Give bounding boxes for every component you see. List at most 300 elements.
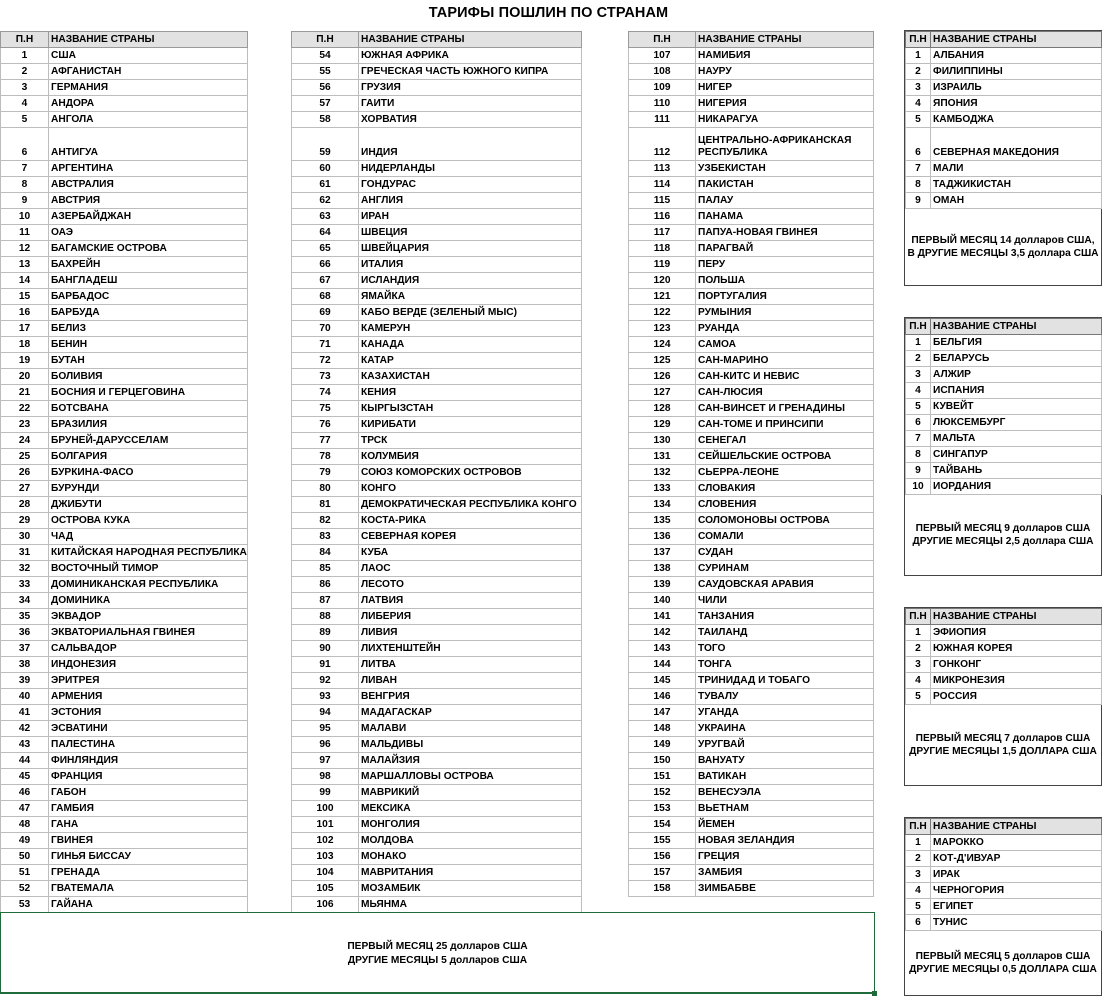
country-name[interactable]: БАГАМСКИЕ ОСТРОВА	[49, 241, 248, 257]
row-number[interactable]: 50	[1, 849, 49, 865]
country-name[interactable]: УЗБЕКИСТАН	[696, 161, 874, 177]
row-number[interactable]: 11	[1, 225, 49, 241]
country-name[interactable]: ЛЕСОТО	[359, 577, 582, 593]
row-number[interactable]: 38	[1, 657, 49, 673]
row-number[interactable]: 155	[629, 833, 696, 849]
country-name[interactable]: ЭСВАТИНИ	[49, 721, 248, 737]
row-number[interactable]: 69	[292, 305, 359, 321]
row-number[interactable]: 103	[292, 849, 359, 865]
country-name[interactable]: КАНАДА	[359, 337, 582, 353]
country-name[interactable]: ЕГИПЕТ	[931, 899, 1102, 915]
country-name[interactable]: БАНГЛАДЕШ	[49, 273, 248, 289]
row-number[interactable]: 42	[1, 721, 49, 737]
country-name[interactable]: ФРАНЦИЯ	[49, 769, 248, 785]
country-name[interactable]: МАЛАВИ	[359, 721, 582, 737]
row-number[interactable]: 118	[629, 241, 696, 257]
row-number[interactable]: 109	[629, 80, 696, 96]
country-name[interactable]: КАМБОДЖА	[931, 112, 1102, 128]
row-number[interactable]: 58	[292, 112, 359, 128]
row-number[interactable]: 156	[629, 849, 696, 865]
row-number[interactable]: 6	[906, 915, 931, 931]
row-number[interactable]: 63	[292, 209, 359, 225]
country-name[interactable]: ВЕНГРИЯ	[359, 689, 582, 705]
row-number[interactable]: 153	[629, 801, 696, 817]
row-number[interactable]: 123	[629, 321, 696, 337]
country-name[interactable]: ИНДОНЕЗИЯ	[49, 657, 248, 673]
country-name[interactable]: ЛЮКСЕМБУРГ	[931, 415, 1102, 431]
row-number[interactable]: 5	[906, 399, 931, 415]
country-name[interactable]: АФГАНИСТАН	[49, 64, 248, 80]
row-number[interactable]: 154	[629, 817, 696, 833]
row-number[interactable]: 64	[292, 225, 359, 241]
row-number[interactable]: 4	[906, 673, 931, 689]
row-number[interactable]: 9	[906, 193, 931, 209]
country-name[interactable]: СЕЙШЕЛЬСКИЕ ОСТРОВА	[696, 449, 874, 465]
country-name[interactable]: ТАЙВАНЬ	[931, 463, 1102, 479]
row-number[interactable]: 23	[1, 417, 49, 433]
country-name[interactable]: ТУНИС	[931, 915, 1102, 931]
country-name[interactable]: САН-ЛЮСИЯ	[696, 385, 874, 401]
row-number[interactable]: 77	[292, 433, 359, 449]
country-name[interactable]: САМОА	[696, 337, 874, 353]
row-number[interactable]: 114	[629, 177, 696, 193]
country-name[interactable]: КОТ-Д'ИВУАР	[931, 851, 1102, 867]
country-name[interactable]: САН-ВИНСЕТ И ГРЕНАДИНЫ	[696, 401, 874, 417]
row-number[interactable]: 96	[292, 737, 359, 753]
country-name[interactable]: ЗАМБИЯ	[696, 865, 874, 881]
row-number[interactable]: 79	[292, 465, 359, 481]
country-name[interactable]: ГРЕЦИЯ	[696, 849, 874, 865]
header-num[interactable]: П.Н	[1, 32, 49, 48]
row-number[interactable]: 70	[292, 321, 359, 337]
country-name[interactable]: БОТСВАНА	[49, 401, 248, 417]
row-number[interactable]: 20	[1, 369, 49, 385]
row-number[interactable]: 102	[292, 833, 359, 849]
country-name[interactable]: МАЛИ	[931, 161, 1102, 177]
header-num[interactable]: П.Н	[906, 319, 931, 335]
header-country-name[interactable]: НАЗВАНИЕ СТРАНЫ	[49, 32, 248, 48]
row-number[interactable]: 25	[1, 449, 49, 465]
country-name[interactable]: ПАНАМА	[696, 209, 874, 225]
country-name[interactable]: ЛАТВИЯ	[359, 593, 582, 609]
row-number[interactable]: 140	[629, 593, 696, 609]
country-name[interactable]: МАВРИКИЙ	[359, 785, 582, 801]
row-number[interactable]: 3	[906, 367, 931, 383]
row-number[interactable]: 112	[629, 128, 696, 161]
country-name[interactable]: БЕЛЬГИЯ	[931, 335, 1102, 351]
row-number[interactable]: 62	[292, 193, 359, 209]
row-number[interactable]: 6	[906, 415, 931, 431]
country-name[interactable]: СЬЕРРА-ЛЕОНЕ	[696, 465, 874, 481]
row-number[interactable]: 105	[292, 881, 359, 897]
country-name[interactable]: ГРУЗИЯ	[359, 80, 582, 96]
row-number[interactable]: 34	[1, 593, 49, 609]
row-number[interactable]: 83	[292, 529, 359, 545]
row-number[interactable]: 26	[1, 465, 49, 481]
row-number[interactable]: 2	[906, 64, 931, 80]
country-name[interactable]: ВОСТОЧНЫЙ ТИМОР	[49, 561, 248, 577]
row-number[interactable]: 1	[906, 835, 931, 851]
country-name[interactable]: КИРИБАТИ	[359, 417, 582, 433]
country-name[interactable]: КЫРГЫЗСТАН	[359, 401, 582, 417]
country-name[interactable]: ТОГО	[696, 641, 874, 657]
row-number[interactable]: 4	[906, 883, 931, 899]
row-number[interactable]: 66	[292, 257, 359, 273]
row-number[interactable]: 47	[1, 801, 49, 817]
country-name[interactable]: ЭФИОПИЯ	[931, 625, 1102, 641]
row-number[interactable]: 145	[629, 673, 696, 689]
country-name[interactable]: ИРАК	[931, 867, 1102, 883]
row-number[interactable]: 74	[292, 385, 359, 401]
row-number[interactable]: 101	[292, 817, 359, 833]
country-name[interactable]: АНГЛИЯ	[359, 193, 582, 209]
country-name[interactable]: ТАДЖИКИСТАН	[931, 177, 1102, 193]
country-name[interactable]: АНГОЛА	[49, 112, 248, 128]
row-number[interactable]: 80	[292, 481, 359, 497]
country-name[interactable]: ПАЛЕСТИНА	[49, 737, 248, 753]
row-number[interactable]: 147	[629, 705, 696, 721]
country-name[interactable]: НИКАРАГУА	[696, 112, 874, 128]
row-number[interactable]: 73	[292, 369, 359, 385]
country-name[interactable]: ШВЕЙЦАРИЯ	[359, 241, 582, 257]
country-name[interactable]: МАЛЬТА	[931, 431, 1102, 447]
row-number[interactable]: 5	[1, 112, 49, 128]
row-number[interactable]: 86	[292, 577, 359, 593]
row-number[interactable]: 107	[629, 48, 696, 64]
country-name[interactable]: ЧИЛИ	[696, 593, 874, 609]
country-name[interactable]: ОМАН	[931, 193, 1102, 209]
row-number[interactable]: 2	[1, 64, 49, 80]
row-number[interactable]: 122	[629, 305, 696, 321]
row-number[interactable]: 57	[292, 96, 359, 112]
country-name[interactable]: ВАНУАТУ	[696, 753, 874, 769]
country-name[interactable]: НИГЕРИЯ	[696, 96, 874, 112]
row-number[interactable]: 76	[292, 417, 359, 433]
header-country-name[interactable]: НАЗВАНИЕ СТРАНЫ	[931, 32, 1102, 48]
row-number[interactable]: 40	[1, 689, 49, 705]
row-number[interactable]: 3	[906, 80, 931, 96]
country-name[interactable]: ЯМАЙКА	[359, 289, 582, 305]
country-name[interactable]: АРГЕНТИНА	[49, 161, 248, 177]
country-name[interactable]: ПЕРУ	[696, 257, 874, 273]
country-name[interactable]: БАРБАДОС	[49, 289, 248, 305]
row-number[interactable]: 61	[292, 177, 359, 193]
country-name[interactable]: ГОНКОНГ	[931, 657, 1102, 673]
row-number[interactable]: 111	[629, 112, 696, 128]
country-name[interactable]: ХОРВАТИЯ	[359, 112, 582, 128]
row-number[interactable]: 1	[906, 625, 931, 641]
country-name[interactable]: БОЛГАРИЯ	[49, 449, 248, 465]
country-name[interactable]: СУРИНАМ	[696, 561, 874, 577]
country-name[interactable]: ПОЛЬША	[696, 273, 874, 289]
row-number[interactable]: 3	[1, 80, 49, 96]
row-number[interactable]: 115	[629, 193, 696, 209]
country-name[interactable]: ПАРАГВАЙ	[696, 241, 874, 257]
row-number[interactable]: 132	[629, 465, 696, 481]
row-number[interactable]: 85	[292, 561, 359, 577]
row-number[interactable]: 135	[629, 513, 696, 529]
country-name[interactable]: ЛИВАН	[359, 673, 582, 689]
row-number[interactable]: 41	[1, 705, 49, 721]
country-name[interactable]: КОЛУМБИЯ	[359, 449, 582, 465]
country-name[interactable]: АНТИГУА	[49, 128, 248, 161]
country-name[interactable]: ЛИТВА	[359, 657, 582, 673]
row-number[interactable]: 106	[292, 897, 359, 913]
row-number[interactable]: 46	[1, 785, 49, 801]
row-number[interactable]: 104	[292, 865, 359, 881]
country-name[interactable]: МЬЯНМА	[359, 897, 582, 913]
row-number[interactable]: 141	[629, 609, 696, 625]
country-name[interactable]: БАХРЕЙН	[49, 257, 248, 273]
row-number[interactable]: 121	[629, 289, 696, 305]
country-name[interactable]: ГРЕНАДА	[49, 865, 248, 881]
row-number[interactable]: 150	[629, 753, 696, 769]
row-number[interactable]: 138	[629, 561, 696, 577]
country-name[interactable]: НАУРУ	[696, 64, 874, 80]
country-name[interactable]: ЛИХТЕНШТЕЙН	[359, 641, 582, 657]
country-name[interactable]: СИНГАПУР	[931, 447, 1102, 463]
row-number[interactable]: 6	[1, 128, 49, 161]
row-number[interactable]: 4	[906, 383, 931, 399]
row-number[interactable]: 65	[292, 241, 359, 257]
row-number[interactable]: 157	[629, 865, 696, 881]
country-name[interactable]: ГИНЬЯ БИССАУ	[49, 849, 248, 865]
row-number[interactable]: 98	[292, 769, 359, 785]
country-name[interactable]: ПАЛАУ	[696, 193, 874, 209]
country-name[interactable]: СОЮЗ КОМОРСКИХ ОСТРОВОВ	[359, 465, 582, 481]
country-name[interactable]: ШВЕЦИЯ	[359, 225, 582, 241]
header-num[interactable]: П.Н	[292, 32, 359, 48]
country-name[interactable]: НИГЕР	[696, 80, 874, 96]
row-number[interactable]: 44	[1, 753, 49, 769]
country-name[interactable]: УКРАИНА	[696, 721, 874, 737]
row-number[interactable]: 29	[1, 513, 49, 529]
row-number[interactable]: 55	[292, 64, 359, 80]
country-name[interactable]: ТРСК	[359, 433, 582, 449]
header-num[interactable]: П.Н	[906, 819, 931, 835]
row-number[interactable]: 7	[906, 161, 931, 177]
row-number[interactable]: 116	[629, 209, 696, 225]
country-name[interactable]: КОСТА-РИКА	[359, 513, 582, 529]
row-number[interactable]: 2	[906, 851, 931, 867]
row-number[interactable]: 1	[1, 48, 49, 64]
row-number[interactable]: 15	[1, 289, 49, 305]
header-country-name[interactable]: НАЗВАНИЕ СТРАНЫ	[931, 319, 1102, 335]
selection-fill-handle[interactable]	[872, 991, 877, 996]
country-name[interactable]: ИОРДАНИЯ	[931, 479, 1102, 495]
row-number[interactable]: 16	[1, 305, 49, 321]
row-number[interactable]: 2	[906, 641, 931, 657]
row-number[interactable]: 78	[292, 449, 359, 465]
country-name[interactable]: РОССИЯ	[931, 689, 1102, 705]
row-number[interactable]: 21	[1, 385, 49, 401]
country-name[interactable]: ФИЛИППИНЫ	[931, 64, 1102, 80]
country-name[interactable]: ТОНГА	[696, 657, 874, 673]
row-number[interactable]: 149	[629, 737, 696, 753]
row-number[interactable]: 117	[629, 225, 696, 241]
header-num[interactable]: П.Н	[906, 32, 931, 48]
row-number[interactable]: 8	[906, 177, 931, 193]
row-number[interactable]: 59	[292, 128, 359, 161]
country-name[interactable]: ИНДИЯ	[359, 128, 582, 161]
country-name[interactable]: БУТАН	[49, 353, 248, 369]
country-name[interactable]: ГАНА	[49, 817, 248, 833]
country-name[interactable]: МАРШАЛЛОВЫ ОСТРОВА	[359, 769, 582, 785]
row-number[interactable]: 93	[292, 689, 359, 705]
row-number[interactable]: 67	[292, 273, 359, 289]
country-name[interactable]: КУВЕЙТ	[931, 399, 1102, 415]
country-name[interactable]: ЭСТОНИЯ	[49, 705, 248, 721]
row-number[interactable]: 5	[906, 899, 931, 915]
country-name[interactable]: БОЛИВИЯ	[49, 369, 248, 385]
country-name[interactable]: АВСТРИЯ	[49, 193, 248, 209]
country-name[interactable]: США	[49, 48, 248, 64]
country-name[interactable]: ОАЭ	[49, 225, 248, 241]
row-number[interactable]: 19	[1, 353, 49, 369]
country-name[interactable]: МЕКСИКА	[359, 801, 582, 817]
row-number[interactable]: 71	[292, 337, 359, 353]
country-name[interactable]: БРУНЕЙ-ДАРУССЕЛАМ	[49, 433, 248, 449]
country-name[interactable]: КАТАР	[359, 353, 582, 369]
country-name[interactable]: КАМЕРУН	[359, 321, 582, 337]
country-name[interactable]: НАМИБИЯ	[696, 48, 874, 64]
row-number[interactable]: 124	[629, 337, 696, 353]
country-name[interactable]: ЛИБЕРИЯ	[359, 609, 582, 625]
row-number[interactable]: 6	[906, 128, 931, 161]
country-name[interactable]: НОВАЯ ЗЕЛАНДИЯ	[696, 833, 874, 849]
country-name[interactable]: ДОМИНИКАНСКАЯ РЕСПУБЛИКА	[49, 577, 248, 593]
row-number[interactable]: 99	[292, 785, 359, 801]
row-number[interactable]: 9	[1, 193, 49, 209]
row-number[interactable]: 144	[629, 657, 696, 673]
row-number[interactable]: 53	[1, 897, 49, 913]
row-number[interactable]: 17	[1, 321, 49, 337]
country-name[interactable]: УГАНДА	[696, 705, 874, 721]
country-name[interactable]: ДОМИНИКА	[49, 593, 248, 609]
country-name[interactable]: ВЬЕТНАМ	[696, 801, 874, 817]
row-number[interactable]: 92	[292, 673, 359, 689]
row-number[interactable]: 1	[906, 335, 931, 351]
header-country-name[interactable]: НАЗВАНИЕ СТРАНЫ	[931, 609, 1102, 625]
row-number[interactable]: 100	[292, 801, 359, 817]
row-number[interactable]: 52	[1, 881, 49, 897]
row-number[interactable]: 49	[1, 833, 49, 849]
country-name[interactable]: ПОРТУГАЛИЯ	[696, 289, 874, 305]
country-name[interactable]: МОНГОЛИЯ	[359, 817, 582, 833]
country-name[interactable]: БЕЛИЗ	[49, 321, 248, 337]
row-number[interactable]: 88	[292, 609, 359, 625]
country-name[interactable]: МАВРИТАНИЯ	[359, 865, 582, 881]
country-name[interactable]: МИКРОНЕЗИЯ	[931, 673, 1102, 689]
country-name[interactable]: КАЗАХИСТАН	[359, 369, 582, 385]
row-number[interactable]: 27	[1, 481, 49, 497]
country-name[interactable]: АРМЕНИЯ	[49, 689, 248, 705]
country-name[interactable]: РУАНДА	[696, 321, 874, 337]
row-number[interactable]: 72	[292, 353, 359, 369]
country-name[interactable]: ОСТРОВА КУКА	[49, 513, 248, 529]
row-number[interactable]: 13	[1, 257, 49, 273]
country-name[interactable]: БОСНИЯ И ГЕРЦЕГОВИНА	[49, 385, 248, 401]
row-number[interactable]: 89	[292, 625, 359, 641]
country-name[interactable]: СУДАН	[696, 545, 874, 561]
row-number[interactable]: 39	[1, 673, 49, 689]
row-number[interactable]: 128	[629, 401, 696, 417]
country-name[interactable]: ВЕНЕСУЭЛА	[696, 785, 874, 801]
row-number[interactable]: 4	[1, 96, 49, 112]
country-name[interactable]: ЛАОС	[359, 561, 582, 577]
country-name[interactable]: РУМЫНИЯ	[696, 305, 874, 321]
country-name[interactable]: КЕНИЯ	[359, 385, 582, 401]
country-name[interactable]: БЕНИН	[49, 337, 248, 353]
row-number[interactable]: 152	[629, 785, 696, 801]
country-name[interactable]: АЛБАНИЯ	[931, 48, 1102, 64]
row-number[interactable]: 7	[1, 161, 49, 177]
row-number[interactable]: 142	[629, 625, 696, 641]
row-number[interactable]: 8	[906, 447, 931, 463]
country-name[interactable]: МАЛАЙЗИЯ	[359, 753, 582, 769]
row-number[interactable]: 28	[1, 497, 49, 513]
row-number[interactable]: 7	[906, 431, 931, 447]
country-name[interactable]: СЛОВЕНИЯ	[696, 497, 874, 513]
row-number[interactable]: 8	[1, 177, 49, 193]
country-name[interactable]: МАРОККО	[931, 835, 1102, 851]
row-number[interactable]: 84	[292, 545, 359, 561]
row-number[interactable]: 22	[1, 401, 49, 417]
country-name[interactable]: ДЕМОКРАТИЧЕСКАЯ РЕСПУБЛИКА КОНГО	[359, 497, 582, 513]
row-number[interactable]: 14	[1, 273, 49, 289]
row-number[interactable]: 5	[906, 689, 931, 705]
country-name[interactable]: КИТАЙСКАЯ НАРОДНАЯ РЕСПУБЛИКА	[49, 545, 248, 561]
country-name[interactable]: ПАКИСТАН	[696, 177, 874, 193]
row-number[interactable]: 35	[1, 609, 49, 625]
header-num[interactable]: П.Н	[906, 609, 931, 625]
row-number[interactable]: 127	[629, 385, 696, 401]
row-number[interactable]: 125	[629, 353, 696, 369]
row-number[interactable]: 45	[1, 769, 49, 785]
country-name[interactable]: ТАНЗАНИЯ	[696, 609, 874, 625]
row-number[interactable]: 110	[629, 96, 696, 112]
row-number[interactable]: 36	[1, 625, 49, 641]
row-number[interactable]: 31	[1, 545, 49, 561]
country-name[interactable]: ЗИМБАБВЕ	[696, 881, 874, 897]
country-name[interactable]: УРУГВАЙ	[696, 737, 874, 753]
row-number[interactable]: 90	[292, 641, 359, 657]
row-number[interactable]: 134	[629, 497, 696, 513]
row-number[interactable]: 146	[629, 689, 696, 705]
row-number[interactable]: 54	[292, 48, 359, 64]
country-name[interactable]: ТУВАЛУ	[696, 689, 874, 705]
country-name[interactable]: СЕВЕРНАЯ МАКЕДОНИЯ	[931, 128, 1102, 161]
country-name[interactable]: САУДОВСКАЯ АРАВИЯ	[696, 577, 874, 593]
header-country-name[interactable]: НАЗВАНИЕ СТРАНЫ	[931, 819, 1102, 835]
row-number[interactable]: 131	[629, 449, 696, 465]
row-number[interactable]: 75	[292, 401, 359, 417]
country-name[interactable]: САН-МАРИНО	[696, 353, 874, 369]
row-number[interactable]: 1	[906, 48, 931, 64]
country-name[interactable]: ЭКВАДОР	[49, 609, 248, 625]
country-name[interactable]: ЧАД	[49, 529, 248, 545]
country-name[interactable]: ДЖИБУТИ	[49, 497, 248, 513]
country-name[interactable]: ГЕРМАНИЯ	[49, 80, 248, 96]
country-name[interactable]: НИДЕРЛАНДЫ	[359, 161, 582, 177]
country-name[interactable]: САН-ТОМЕ И ПРИНСИПИ	[696, 417, 874, 433]
country-name[interactable]: МОЛДОВА	[359, 833, 582, 849]
country-name[interactable]: ЦЕНТРАЛЬНО-АФРИКАНСКАЯ РЕСПУБЛИКА	[696, 128, 874, 161]
row-number[interactable]: 82	[292, 513, 359, 529]
row-number[interactable]: 129	[629, 417, 696, 433]
country-name[interactable]: ПАПУА-НОВАЯ ГВИНЕЯ	[696, 225, 874, 241]
country-name[interactable]: ГАБОН	[49, 785, 248, 801]
